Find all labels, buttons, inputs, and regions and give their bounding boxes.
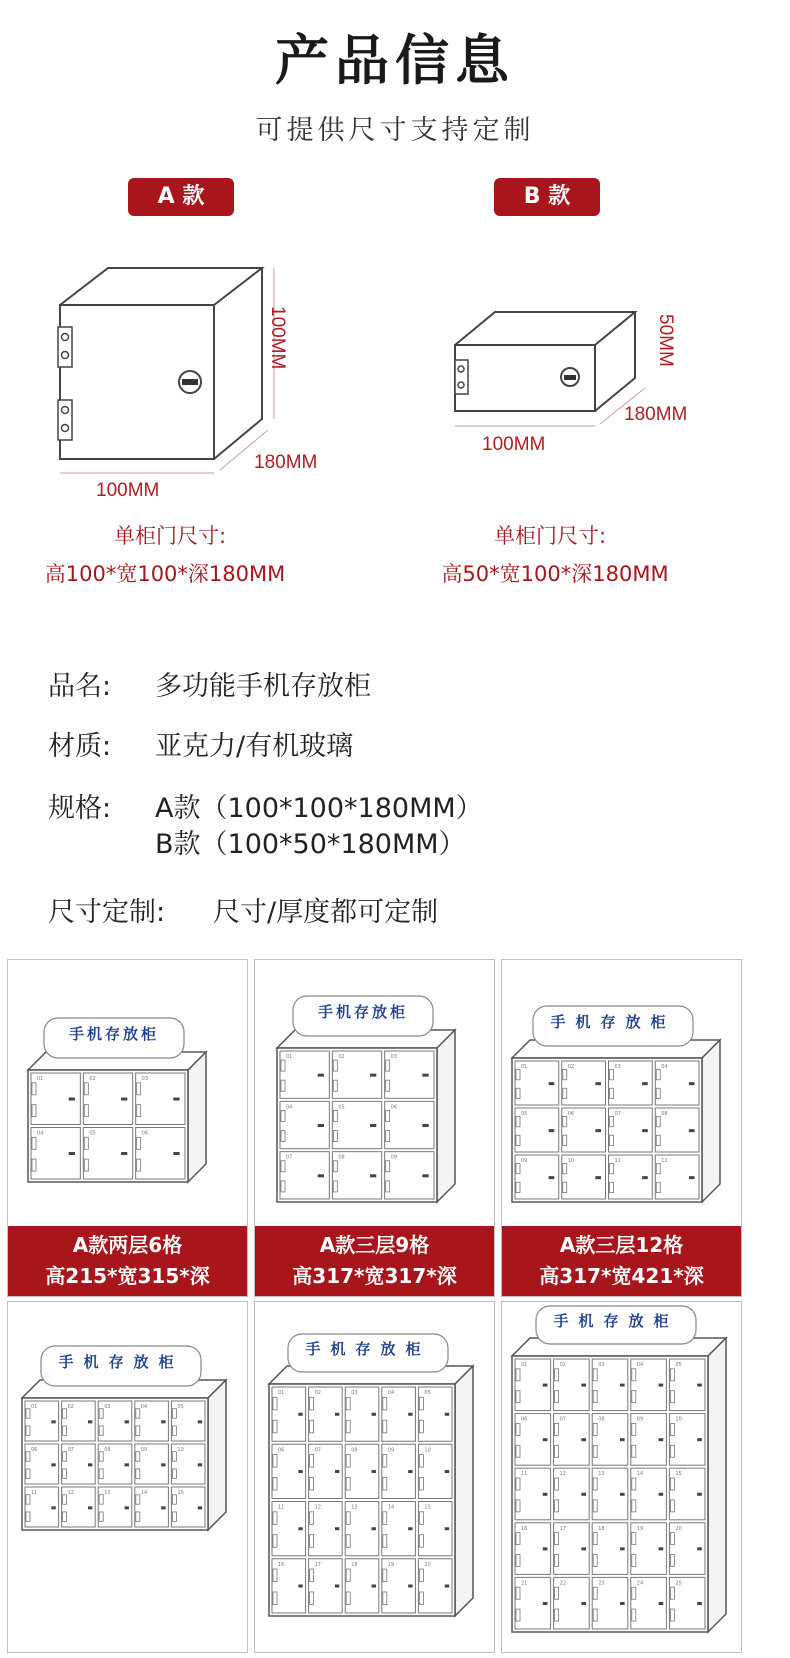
locker-door xyxy=(382,1387,416,1441)
svg-text:11: 11 xyxy=(521,1471,528,1478)
locker-door xyxy=(554,1523,590,1575)
locker-door xyxy=(515,1359,551,1411)
locker-door xyxy=(592,1523,628,1575)
svg-text:04: 04 xyxy=(37,1130,44,1137)
svg-text:06: 06 xyxy=(31,1447,38,1453)
svg-text:10: 10 xyxy=(424,1447,431,1454)
cabinet-illustration xyxy=(255,960,494,1226)
locker-door xyxy=(418,1444,452,1498)
lock-icon xyxy=(179,371,201,393)
locker-door xyxy=(515,1061,559,1105)
svg-text:03: 03 xyxy=(390,1054,398,1060)
locker-door xyxy=(631,1523,667,1575)
locker-door xyxy=(83,1073,132,1125)
locker-door xyxy=(280,1101,329,1148)
svg-text:06: 06 xyxy=(567,1111,575,1117)
variant-card-5 xyxy=(254,1301,495,1653)
svg-text:20: 20 xyxy=(424,1561,431,1568)
svg-text:14: 14 xyxy=(387,1504,395,1511)
svg-text:10: 10 xyxy=(567,1158,575,1164)
locker-door xyxy=(83,1128,132,1180)
svg-text:01: 01 xyxy=(286,1054,293,1060)
svg-text:手机存放柜: 手机存放柜 xyxy=(317,1003,409,1021)
locker-door xyxy=(418,1502,452,1556)
locker-door xyxy=(280,1152,329,1199)
locker-door xyxy=(631,1577,667,1629)
svg-text:09: 09 xyxy=(521,1158,528,1164)
svg-text:09: 09 xyxy=(387,1447,395,1454)
variant-card-1 xyxy=(7,959,248,1297)
model-b-height: 50MM xyxy=(655,314,676,367)
svg-text:04: 04 xyxy=(636,1362,644,1368)
variant-card-4 xyxy=(7,1301,248,1653)
cabinet-sign xyxy=(533,1006,693,1046)
cabinet-sign xyxy=(536,1306,696,1344)
locker-door xyxy=(345,1444,379,1498)
model-b-badge: B 款 xyxy=(494,178,600,216)
cabinet-illustration xyxy=(502,960,741,1226)
locker-door xyxy=(562,1061,606,1105)
locker-door xyxy=(655,1061,699,1105)
variant-size: 高317*宽317*深 xyxy=(292,1264,457,1288)
model-a-door-size: 高100*宽100*深180MM xyxy=(44,562,286,586)
locker-door xyxy=(272,1444,306,1498)
svg-text:手机存放柜: 手机存放柜 xyxy=(68,1025,160,1043)
spec-name-value: 多功能手机存放柜 xyxy=(155,671,371,702)
locker-door xyxy=(385,1152,434,1199)
svg-text:11: 11 xyxy=(278,1504,285,1511)
svg-text:15: 15 xyxy=(177,1490,184,1496)
svg-text:09: 09 xyxy=(140,1447,148,1453)
locker-door xyxy=(98,1401,132,1441)
cabinet-illustration xyxy=(502,1302,741,1652)
locker-door xyxy=(345,1559,379,1613)
locker-door xyxy=(592,1577,628,1629)
locker-door xyxy=(515,1523,551,1575)
svg-text:07: 07 xyxy=(67,1447,74,1453)
svg-text:12: 12 xyxy=(314,1504,321,1511)
locker-door xyxy=(309,1559,343,1613)
svg-text:12: 12 xyxy=(67,1490,74,1496)
locker-door xyxy=(272,1559,306,1613)
locker-door xyxy=(592,1468,628,1520)
locker-door xyxy=(25,1487,59,1527)
locker-door xyxy=(280,1051,329,1098)
locker-door xyxy=(592,1414,628,1466)
svg-text:02: 02 xyxy=(338,1054,345,1060)
svg-text:03: 03 xyxy=(351,1390,358,1396)
cabinet-illustration xyxy=(8,960,247,1226)
locker-door xyxy=(345,1387,379,1441)
locker-door xyxy=(98,1487,132,1527)
locker-door xyxy=(385,1101,434,1148)
locker-door xyxy=(171,1401,205,1441)
svg-text:05: 05 xyxy=(177,1404,184,1410)
svg-text:04: 04 xyxy=(286,1104,293,1111)
svg-text:02: 02 xyxy=(314,1390,321,1396)
svg-text:02: 02 xyxy=(567,1064,575,1070)
svg-text:08: 08 xyxy=(338,1154,345,1161)
svg-text:04: 04 xyxy=(387,1390,395,1396)
svg-text:11: 11 xyxy=(31,1490,38,1496)
cabinet-sign xyxy=(41,1346,201,1386)
locker-door xyxy=(62,1444,96,1484)
model-b-depth: 180MM xyxy=(624,404,688,425)
locker-door xyxy=(609,1155,653,1199)
svg-text:07: 07 xyxy=(314,1447,321,1454)
locker-door xyxy=(609,1061,653,1105)
locker-door xyxy=(62,1487,96,1527)
variant-card-6 xyxy=(501,1301,742,1653)
locker-door xyxy=(309,1444,343,1498)
locker-door xyxy=(669,1359,705,1411)
svg-text:手机存放柜: 手机存放柜 xyxy=(58,1353,184,1371)
locker-door xyxy=(135,1401,169,1441)
svg-text:手机存放柜: 手机存放柜 xyxy=(305,1340,431,1358)
model-a-badge: A 款 xyxy=(128,178,234,216)
model-a-door-label: 单柜门尺寸: xyxy=(113,524,227,548)
locker-door xyxy=(136,1073,185,1125)
spec-material-value: 亚克力/有机玻璃 xyxy=(155,731,354,762)
model-b-door-size: 高50*宽100*深180MM xyxy=(441,562,669,586)
cabinet-sign xyxy=(288,1334,448,1372)
variant-size: 高215*宽315*深 xyxy=(45,1264,210,1288)
svg-text:17: 17 xyxy=(559,1525,566,1532)
svg-text:15: 15 xyxy=(424,1504,431,1511)
svg-text:13: 13 xyxy=(598,1471,605,1478)
svg-text:05: 05 xyxy=(521,1111,528,1117)
svg-text:06: 06 xyxy=(390,1104,398,1111)
locker-door xyxy=(669,1523,705,1575)
svg-text:19: 19 xyxy=(636,1525,644,1532)
locker-door xyxy=(562,1108,606,1152)
svg-text:14: 14 xyxy=(140,1490,148,1496)
locker-door xyxy=(62,1401,96,1441)
spec-custom-label: 尺寸定制: xyxy=(48,897,166,928)
svg-text:07: 07 xyxy=(286,1154,293,1161)
variant-card-3 xyxy=(501,959,742,1297)
cabinet-illustration xyxy=(255,1302,494,1652)
svg-text:11: 11 xyxy=(614,1158,621,1164)
locker-door xyxy=(332,1152,381,1199)
locker-door xyxy=(135,1444,169,1484)
svg-text:04: 04 xyxy=(661,1064,668,1070)
svg-text:01: 01 xyxy=(31,1404,38,1410)
locker-door xyxy=(554,1468,590,1520)
svg-text:14: 14 xyxy=(636,1471,644,1478)
svg-text:02: 02 xyxy=(67,1404,74,1410)
svg-text:16: 16 xyxy=(278,1561,285,1568)
svg-text:08: 08 xyxy=(661,1111,668,1117)
model-a-width: 100MM xyxy=(96,480,160,501)
svg-text:23: 23 xyxy=(598,1580,605,1587)
locker-door xyxy=(669,1468,705,1520)
locker-door xyxy=(382,1559,416,1613)
locker-door xyxy=(669,1414,705,1466)
locker-door xyxy=(345,1502,379,1556)
locker-door xyxy=(25,1444,59,1484)
locker-door xyxy=(31,1128,80,1180)
locker-door xyxy=(631,1359,667,1411)
locker-door xyxy=(631,1468,667,1520)
svg-text:13: 13 xyxy=(351,1504,358,1511)
cabinet-sign xyxy=(44,1018,184,1058)
cabinet-sign xyxy=(293,996,433,1036)
locker-door xyxy=(554,1359,590,1411)
locker-door xyxy=(418,1387,452,1441)
spec-size-a: A款（100*100*180MM） xyxy=(155,793,483,824)
svg-text:16: 16 xyxy=(521,1525,528,1532)
svg-text:手机存放柜: 手机存放柜 xyxy=(553,1312,679,1330)
svg-text:15: 15 xyxy=(675,1471,682,1478)
svg-text:22: 22 xyxy=(559,1580,566,1587)
locker-door xyxy=(385,1051,434,1098)
svg-text:05: 05 xyxy=(675,1362,682,1368)
svg-text:13: 13 xyxy=(104,1490,111,1496)
locker-door xyxy=(309,1502,343,1556)
svg-text:10: 10 xyxy=(675,1416,682,1423)
locker-door xyxy=(382,1502,416,1556)
locker-door xyxy=(554,1414,590,1466)
svg-text:02: 02 xyxy=(89,1076,96,1082)
svg-text:03: 03 xyxy=(104,1404,111,1410)
spec-name-label: 品名: xyxy=(48,671,112,702)
svg-text:05: 05 xyxy=(338,1104,345,1111)
svg-text:03: 03 xyxy=(141,1076,149,1082)
locker-door xyxy=(272,1387,306,1441)
locker-door xyxy=(332,1051,381,1098)
model-b-door-label: 单柜门尺寸: xyxy=(493,524,607,548)
svg-text:09: 09 xyxy=(636,1416,644,1423)
model-b-width: 100MM xyxy=(482,434,546,455)
svg-text:01: 01 xyxy=(278,1390,285,1396)
variant-size: 高317*宽421*深 xyxy=(539,1264,704,1288)
svg-text:10: 10 xyxy=(177,1447,184,1453)
svg-text:04: 04 xyxy=(140,1404,148,1410)
spec-size-label: 规格: xyxy=(48,793,112,824)
svg-text:手机存放柜: 手机存放柜 xyxy=(550,1013,676,1031)
locker-door xyxy=(515,1414,551,1466)
variant-title: A款两层6格 xyxy=(72,1233,183,1257)
svg-text:18: 18 xyxy=(351,1561,358,1568)
locker-door xyxy=(655,1108,699,1152)
svg-text:12: 12 xyxy=(661,1158,668,1164)
svg-text:06: 06 xyxy=(141,1130,149,1137)
model-b-drawing xyxy=(440,300,660,450)
svg-text:08: 08 xyxy=(598,1416,605,1423)
svg-text:09: 09 xyxy=(390,1154,398,1161)
locker-door xyxy=(669,1577,705,1629)
page-subtitle: 可提供尺寸支持定制 xyxy=(255,115,535,146)
locker-door xyxy=(631,1414,667,1466)
svg-text:21: 21 xyxy=(521,1580,528,1587)
spec-custom-value: 尺寸/厚度都可定制 xyxy=(213,897,439,928)
spec-size-b: B款（100*50*180MM） xyxy=(155,829,466,860)
variant-title: A款三层9格 xyxy=(319,1233,430,1257)
locker-door xyxy=(515,1155,559,1199)
svg-text:24: 24 xyxy=(636,1580,644,1587)
locker-door xyxy=(554,1577,590,1629)
locker-door xyxy=(655,1155,699,1199)
svg-text:17: 17 xyxy=(314,1561,321,1568)
svg-text:06: 06 xyxy=(278,1447,285,1454)
locker-door xyxy=(31,1073,80,1125)
locker-door xyxy=(562,1155,606,1199)
svg-text:05: 05 xyxy=(424,1390,431,1396)
locker-door xyxy=(136,1128,185,1180)
locker-door xyxy=(135,1487,169,1527)
spec-material-label: 材质: xyxy=(48,731,112,762)
svg-text:08: 08 xyxy=(351,1447,358,1454)
locker-door xyxy=(515,1468,551,1520)
svg-text:07: 07 xyxy=(614,1111,621,1117)
svg-text:02: 02 xyxy=(559,1362,566,1368)
locker-door xyxy=(515,1108,559,1152)
locker-door xyxy=(382,1444,416,1498)
locker-door xyxy=(272,1502,306,1556)
svg-text:07: 07 xyxy=(559,1416,566,1423)
svg-text:03: 03 xyxy=(614,1064,621,1070)
svg-text:01: 01 xyxy=(37,1076,44,1082)
locker-door xyxy=(592,1359,628,1411)
locker-door xyxy=(332,1101,381,1148)
svg-text:25: 25 xyxy=(675,1580,682,1587)
svg-text:20: 20 xyxy=(675,1525,682,1532)
locker-door xyxy=(98,1444,132,1484)
svg-text:19: 19 xyxy=(387,1561,395,1568)
svg-text:08: 08 xyxy=(104,1447,111,1453)
svg-text:18: 18 xyxy=(598,1525,605,1532)
model-a-height: 100MM xyxy=(267,306,288,370)
variant-card-2 xyxy=(254,959,495,1297)
svg-text:01: 01 xyxy=(521,1362,528,1368)
locker-door xyxy=(25,1401,59,1441)
locker-door xyxy=(515,1577,551,1629)
variant-title: A款三层12格 xyxy=(559,1233,684,1257)
locker-door xyxy=(171,1487,205,1527)
cabinet-illustration xyxy=(8,1302,247,1652)
locker-door xyxy=(171,1444,205,1484)
page-title: 产品信息 xyxy=(275,29,515,92)
svg-text:05: 05 xyxy=(89,1130,96,1137)
locker-door xyxy=(418,1559,452,1613)
svg-text:12: 12 xyxy=(559,1471,566,1478)
locker-door xyxy=(309,1387,343,1441)
locker-door xyxy=(609,1108,653,1152)
svg-text:03: 03 xyxy=(598,1362,605,1368)
svg-text:01: 01 xyxy=(521,1064,528,1070)
model-a-depth: 180MM xyxy=(254,452,318,473)
svg-text:06: 06 xyxy=(521,1416,528,1423)
